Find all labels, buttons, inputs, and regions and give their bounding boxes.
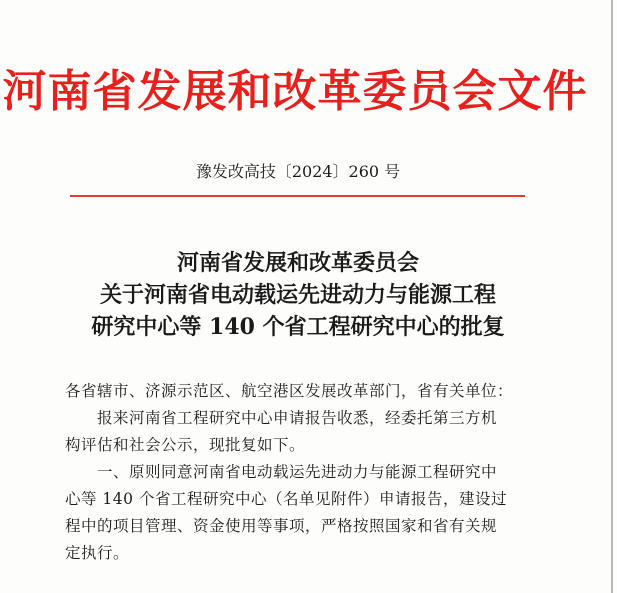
page-edge-shadow — [611, 0, 613, 593]
document-number: 豫发改高技〔2024〕260 号 — [195, 162, 401, 181]
paragraph-1-line-1: 报来河南省工程研究中心申请报告收悉，经委托第三方机 — [97, 409, 498, 427]
title-line-2: 关于河南省电动载运先进动力与能源工程 — [99, 282, 496, 308]
paragraph-2-line-4: 定执行。 — [65, 544, 130, 562]
document-title — [0, 247, 596, 343]
document-body — [65, 378, 530, 567]
title-line-3: 研究中心等 140 个省工程研究中心的批复 — [91, 314, 505, 340]
red-separator-line — [70, 195, 525, 197]
paragraph-2-line-3: 程中的项目管理、资金使用等事项，严格按照国家和省有关规 — [65, 517, 498, 535]
paragraph-2-line-2: 心等 140 个省工程研究中心（名单见附件）申请报告，建设过 — [65, 490, 507, 508]
issuing-authority-header: 河南省发展和改革委员会文件 — [2, 66, 588, 117]
title-line-1: 河南省发展和改革委员会 — [176, 250, 419, 276]
paragraph-2-line-1: 一、原则同意河南省电动载运先进动力与能源工程研究中 — [97, 463, 498, 481]
paragraph-1-line-2: 构评估和社会公示，现批复如下。 — [65, 436, 306, 454]
salutation: 各省辖市、济源示范区、航空港区发展改革部门，省有关单位： — [65, 382, 514, 400]
